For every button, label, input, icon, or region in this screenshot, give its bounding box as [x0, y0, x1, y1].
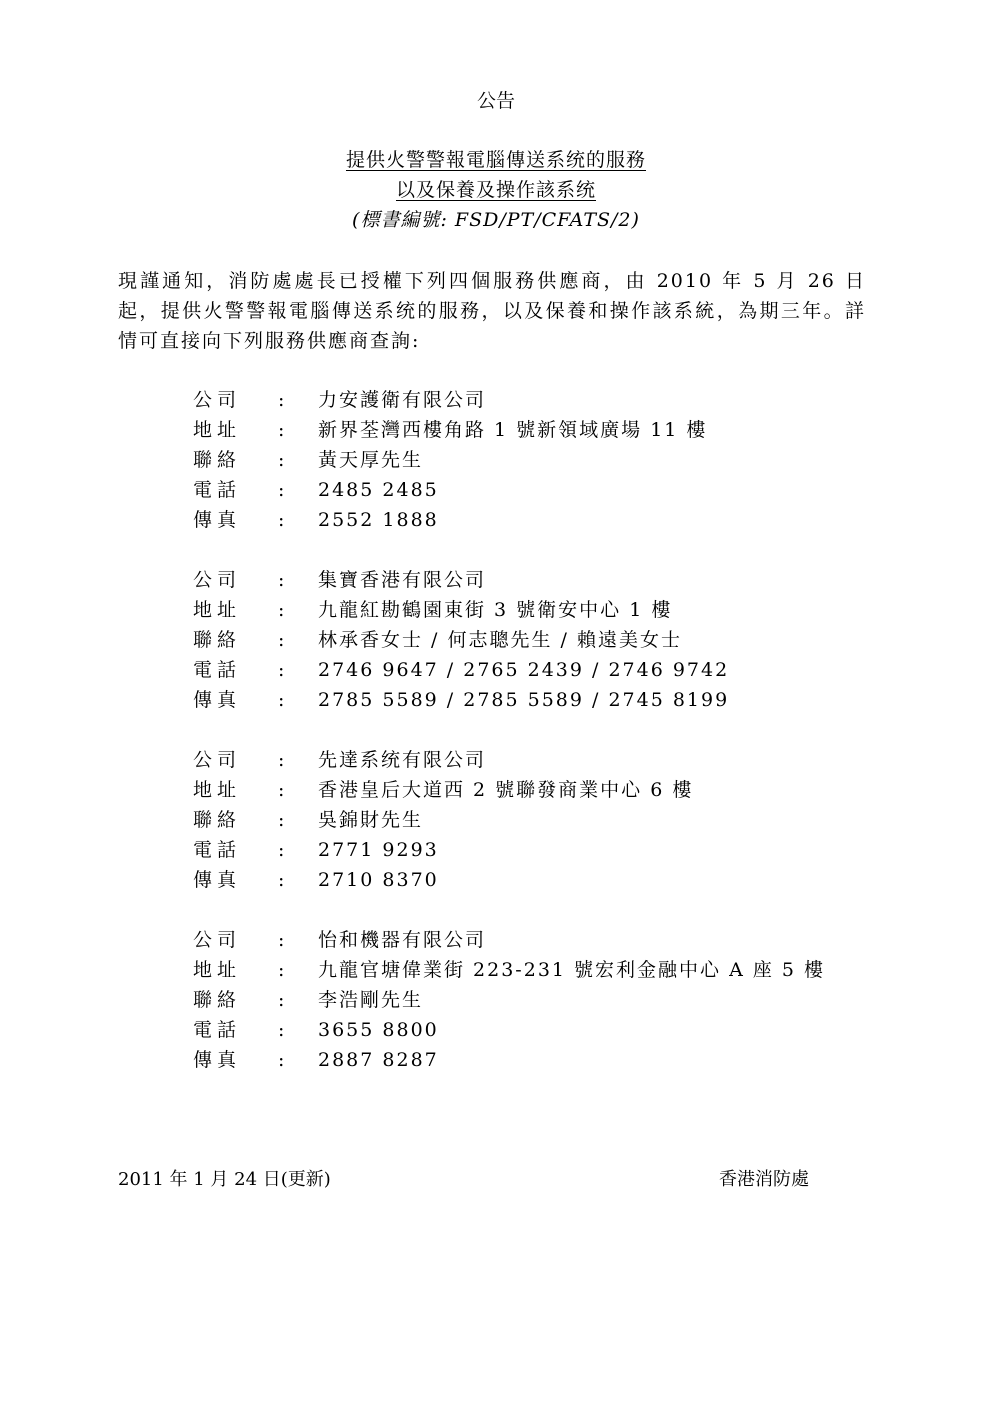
address-label: 地址	[193, 779, 242, 801]
colon: :	[278, 509, 285, 531]
company-fax: 2887 8287	[318, 1049, 439, 1071]
company-contact: 吳錦財先生	[318, 809, 424, 831]
company-name: 力安護衛有限公司	[318, 389, 487, 411]
company-contact-row	[193, 445, 873, 475]
company-name-row	[193, 565, 873, 595]
contact-label: 聯絡	[193, 449, 242, 471]
company-block	[193, 565, 873, 715]
footer-date: 2011 年 1 月 24 日(更新)	[118, 1169, 331, 1190]
colon: :	[278, 929, 285, 951]
company-label: 公司	[193, 569, 242, 591]
company-label: 公司	[193, 389, 242, 411]
colon: :	[278, 959, 285, 981]
company-address: 新界荃灣西樓角路 1 號新領域廣場 11 樓	[318, 419, 708, 441]
company-phone: 2485 2485	[318, 479, 439, 501]
company-contact: 李浩剛先生	[318, 989, 424, 1011]
colon: :	[278, 989, 285, 1011]
colon: :	[278, 599, 285, 621]
company-name-row	[193, 745, 873, 775]
company-contact: 黃天厚先生	[318, 449, 424, 471]
company-phone-row	[193, 655, 873, 685]
company-address: 九龍官塘偉業街 223-231 號宏利金融中心 A 座 5 樓	[318, 959, 825, 981]
company-contact-row	[193, 625, 873, 655]
colon: :	[278, 749, 285, 771]
colon: :	[278, 659, 285, 681]
address-label: 地址	[193, 959, 242, 981]
company-block	[193, 925, 873, 1075]
document-title-line-1-text: 提供火警警報電腦傳送系统的服務	[345, 149, 646, 171]
colon: :	[278, 389, 285, 411]
intro-paragraph: 現謹通知，消防處處長已授權下列四個服務供應商，由 2010 年 5 月 26 日起，提供火警警報電腦傳送系统的服務，以及保養和操作該系統，為期三年。詳情可直接向下列服務供應商查詢:	[118, 270, 866, 352]
company-address: 香港皇后大道西 2 號聯發商業中心 6 樓	[318, 779, 694, 801]
company-name-row	[193, 925, 873, 955]
colon: :	[278, 479, 285, 501]
colon: :	[278, 449, 285, 471]
company-phone-row	[193, 475, 873, 505]
company-phone-row	[193, 835, 873, 865]
address-label: 地址	[193, 599, 242, 621]
colon: :	[278, 869, 285, 891]
fax-label: 傳真	[193, 1049, 242, 1071]
company-address-row	[193, 415, 873, 445]
footer-department: 香港消防處	[719, 1169, 809, 1190]
company-fax: 2710 8370	[318, 869, 439, 891]
company-label: 公司	[193, 749, 242, 771]
company-phone: 2771 9293	[318, 839, 439, 861]
colon: :	[278, 629, 285, 651]
colon: :	[278, 569, 285, 591]
fax-label: 傳真	[193, 509, 242, 531]
phone-label: 電話	[193, 479, 242, 501]
notice-title: 公告	[476, 90, 515, 112]
company-contact: 林承香女士 / 何志聰先生 / 賴遠美女士	[318, 629, 682, 651]
colon: :	[278, 1019, 285, 1041]
company-fax-row	[193, 1045, 873, 1075]
company-name-row	[193, 385, 873, 415]
colon: :	[278, 689, 285, 711]
company-fax-row	[193, 505, 873, 535]
colon: :	[278, 1049, 285, 1071]
company-contact-row	[193, 805, 873, 835]
fax-label: 傳真	[193, 869, 242, 891]
company-name: 先達系统有限公司	[318, 749, 487, 771]
company-fax: 2552 1888	[318, 509, 439, 531]
company-label: 公司	[193, 929, 242, 951]
company-phone: 2746 9647 / 2765 2439 / 2746 9742	[318, 659, 730, 681]
fax-label: 傳真	[193, 689, 242, 711]
company-address-row	[193, 595, 873, 625]
company-name: 集寶香港有限公司	[318, 569, 487, 591]
company-address: 九龍紅勘鶴園東街 3 號衛安中心 1 樓	[318, 599, 673, 621]
company-fax-row	[193, 685, 873, 715]
contact-label: 聯絡	[193, 809, 242, 831]
document-title-line-2	[0, 178, 992, 202]
company-name: 怡和機器有限公司	[318, 929, 487, 951]
company-address-row	[193, 955, 873, 985]
document-title-line-2-text: 以及保養及操作該系统	[395, 179, 596, 201]
company-fax: 2785 5589 / 2785 5589 / 2745 8199	[318, 689, 730, 711]
colon: :	[278, 809, 285, 831]
phone-label: 電話	[193, 839, 242, 861]
document-title-line-1	[0, 148, 992, 172]
company-fax-row	[193, 865, 873, 895]
company-block	[193, 745, 873, 895]
address-label: 地址	[193, 419, 242, 441]
phone-label: 電話	[193, 1019, 242, 1041]
company-block	[193, 385, 873, 535]
company-address-row	[193, 775, 873, 805]
company-contact-row	[193, 985, 873, 1015]
phone-label: 電話	[193, 659, 242, 681]
colon: :	[278, 779, 285, 801]
colon: :	[278, 419, 285, 441]
contact-label: 聯絡	[193, 629, 242, 651]
tender-reference: (標書編號: FSD/PT/CFATS/2)	[352, 209, 640, 231]
contact-label: 聯絡	[193, 989, 242, 1011]
colon: :	[278, 839, 285, 861]
company-phone: 3655 8800	[318, 1019, 439, 1041]
company-phone-row	[193, 1015, 873, 1045]
